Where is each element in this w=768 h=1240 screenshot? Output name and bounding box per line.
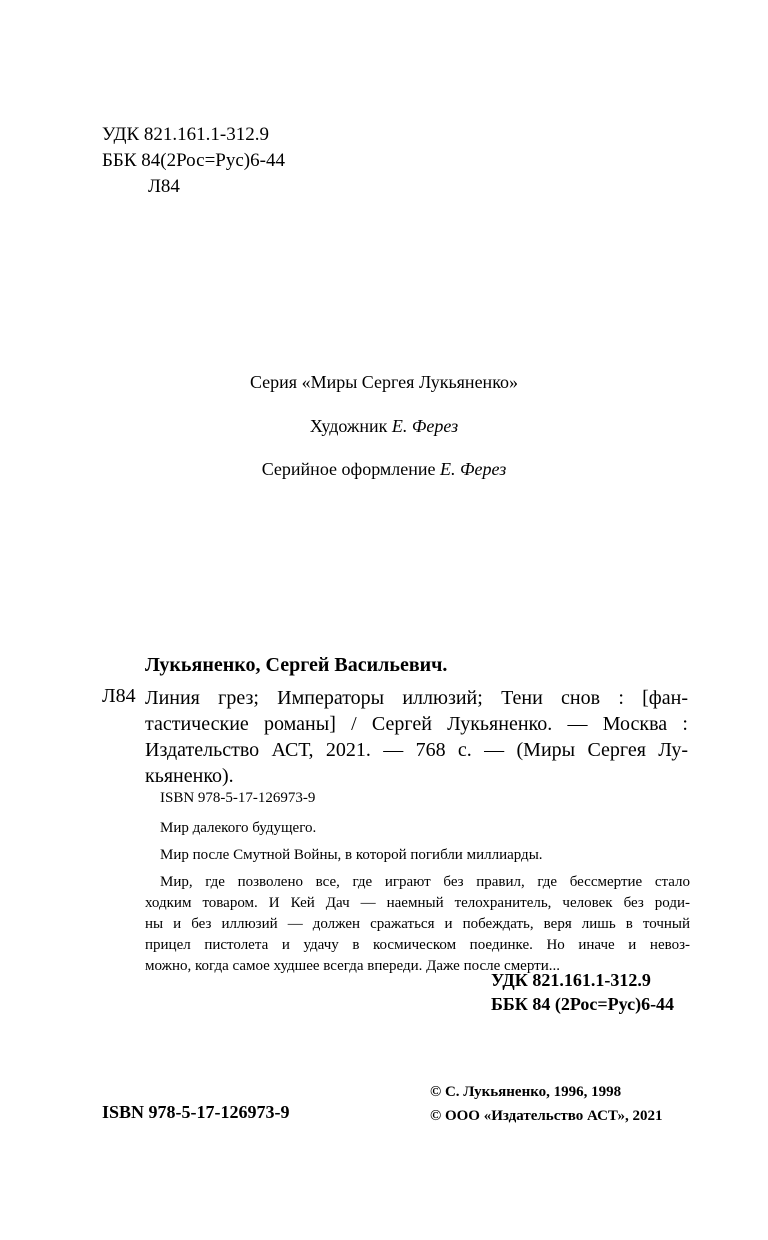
biblio-line: Линия грез; Императоры иллюзий; Тени снов : [фан- <box>145 687 688 709</box>
artist-label: Художник <box>309 416 388 436</box>
author-mark: Л84 <box>148 176 180 197</box>
artist-name: Е. Ферез <box>391 416 459 436</box>
bibliographic-description <box>145 685 688 789</box>
record-code: Л84 <box>102 685 136 707</box>
design-name: Е. Ферез <box>440 459 507 479</box>
annotation-paragraph: Мир после Смутной Войны, в которой погибли миллиарды. <box>160 847 543 863</box>
classification-codes-top <box>102 122 285 200</box>
copyright-block <box>430 1080 663 1128</box>
udk-code: УДК 821.161.1-312.9 <box>102 124 269 145</box>
record-isbn: ISBN 978-5-17-126973-9 <box>160 790 316 806</box>
biblio-line: тастические романы] / Сергей Лукьяненко. — Москва : <box>145 713 688 735</box>
footer-isbn: ISBN 978-5-17-126973-9 <box>102 1102 290 1122</box>
annotation-line: Мир, где позволено все, где играют без правил, где бессмертие стало <box>160 874 690 890</box>
bbk-code: ББК 84 (2Рос=Рус)6-44 <box>491 994 675 1014</box>
annotation-line: ны и без иллюзий — должен сражаться и побеждать, веря лишь в точный <box>145 916 690 932</box>
copyright-author: © С. Лукьяненко, 1996, 1998 <box>430 1084 622 1100</box>
annotation-line: прицел пистолета и удачу в космическом поединке. Но иначе и невоз- <box>145 937 690 953</box>
bbk-code: ББК 84(2Рос=Рус)6-44 <box>102 150 285 171</box>
classification-codes-bottom <box>491 968 674 1016</box>
biblio-line: кьяненко). <box>145 765 234 787</box>
design-line <box>0 459 768 480</box>
annotation <box>145 818 690 977</box>
udk-code: УДК 821.161.1-312.9 <box>491 970 651 990</box>
annotation-line: ходким товаром. И Кей Дач — наемный телохранитель, человек без роди- <box>145 895 690 911</box>
copyright-publisher: © ООО «Издательство АСТ», 2021 <box>430 1108 663 1124</box>
design-label: Серийное оформление <box>261 459 436 479</box>
biblio-line: Издательство АСТ, 2021. — 768 с. — (Миры Сергея Лу- <box>145 739 688 761</box>
annotation-line: можно, когда самое худшее всегда впереди. Даже после смерти... <box>145 958 560 974</box>
series-line: Серия «Миры Сергея Лукьяненко» <box>249 372 519 392</box>
annotation-paragraph <box>145 872 690 977</box>
annotation-paragraph: Мир далекого будущего. <box>160 820 317 836</box>
record-author: Лукьяненко, Сергей Васильевич. <box>145 654 448 676</box>
artist-line <box>0 416 768 437</box>
